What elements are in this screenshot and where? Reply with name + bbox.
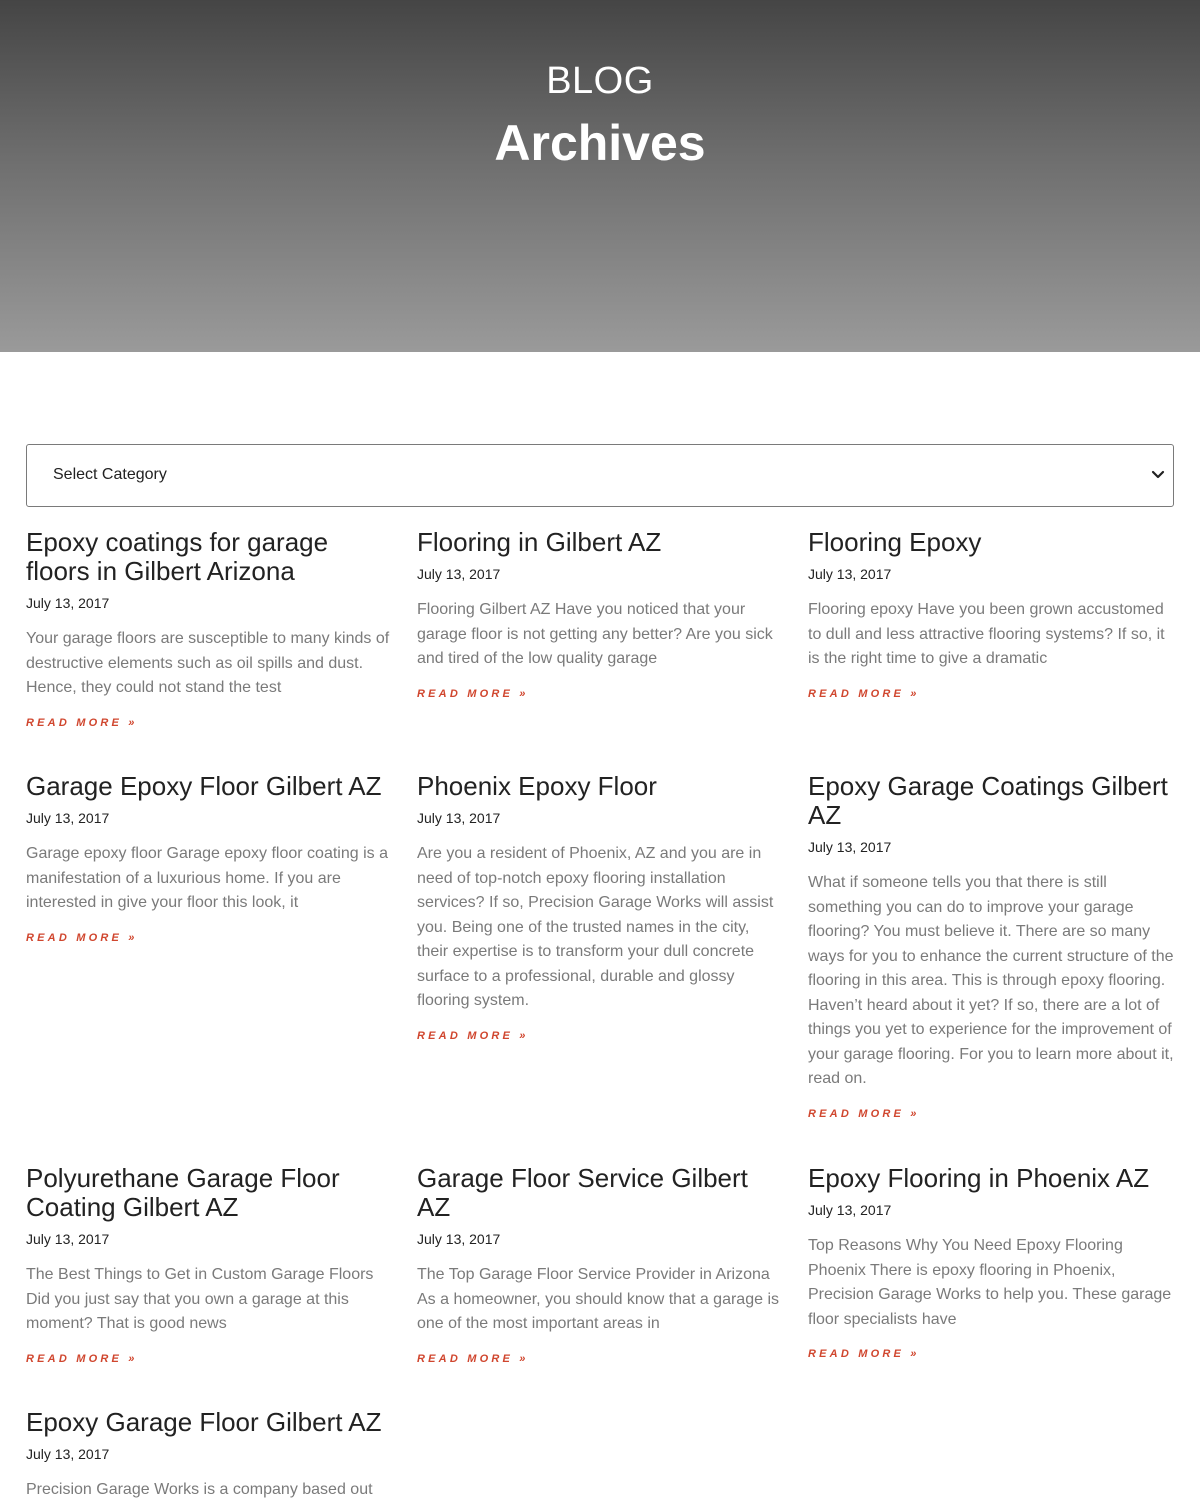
read-more-link[interactable]: READ MORE » xyxy=(808,1348,920,1360)
post-title[interactable]: Phoenix Epoxy Floor xyxy=(417,771,657,801)
post-date: July 13, 2017 xyxy=(808,839,892,855)
post-excerpt: Top Reasons Why You Need Epoxy Flooring Phoenix There is epoxy flooring in Phoenix, Precision Garage Works to help you. These garage floor specialists have xyxy=(808,1237,1172,1328)
read-more-link[interactable]: READ MORE » xyxy=(417,687,529,700)
hero-kicker: BLOG xyxy=(546,60,654,102)
post-excerpt: Precision Garage Works is a company based out xyxy=(26,1481,373,1498)
post-excerpt: What if someone tells you that there is still something you can do to improve your garage flooring? You must believe it. There are so many ways for you to enhance the current structure of the flooring in this area. This is through epoxy flooring. Haven’t heard about it yet? If so, there are a lot of things you yet to experience for the improvement of your garage flooring. For you to learn more about it, read on. xyxy=(808,874,1174,1087)
post-excerpt: Your garage floors are susceptible to many kinds of destructive elements such as oil spills and dust. Hence, they could not stand the test xyxy=(26,630,390,696)
category-select[interactable] xyxy=(26,444,1174,507)
page-title: Archives xyxy=(494,115,706,171)
read-more-link[interactable]: READ MORE » xyxy=(808,687,920,700)
post-date: July 13, 2017 xyxy=(417,810,501,826)
post-date: July 13, 2017 xyxy=(417,566,501,582)
post-card xyxy=(26,1408,392,1500)
post-date: July 13, 2017 xyxy=(808,566,892,582)
post-card xyxy=(417,1164,783,1367)
read-more-link[interactable]: READ MORE » xyxy=(417,1352,529,1365)
post-card xyxy=(26,528,392,731)
post-card xyxy=(808,772,1174,1122)
post-date: July 13, 2017 xyxy=(26,1231,110,1247)
read-more-link[interactable]: READ MORE » xyxy=(26,716,138,729)
post-title[interactable]: Flooring Epoxy xyxy=(808,527,982,557)
post-date: July 13, 2017 xyxy=(26,810,110,826)
post-excerpt: The Best Things to Get in Custom Garage Floors Did you just say that you own a garage at this moment? That is good news xyxy=(26,1266,374,1332)
read-more-link[interactable]: READ MORE » xyxy=(26,931,138,944)
post-date: July 13, 2017 xyxy=(417,1231,501,1247)
post-card xyxy=(26,772,392,946)
post-title[interactable]: Garage Floor Service Gilbert AZ xyxy=(417,1163,748,1222)
post-title[interactable]: Epoxy Flooring in Phoenix AZ xyxy=(808,1163,1150,1193)
post-title[interactable]: Epoxy Garage Coatings Gilbert AZ xyxy=(808,771,1168,830)
post-title[interactable]: Epoxy Garage Floor Gilbert AZ xyxy=(26,1407,382,1437)
post-date: July 13, 2017 xyxy=(26,1446,110,1462)
read-more-link[interactable]: READ MORE » xyxy=(26,1352,138,1365)
post-title[interactable]: Polyurethane Garage Floor Coating Gilbert AZ xyxy=(26,1163,340,1222)
post-excerpt: Flooring epoxy Have you been grown accustomed to dull and less attractive flooring systems? If so, it is the right time to give a dramatic xyxy=(808,601,1165,667)
post-card xyxy=(26,1164,392,1367)
post-title[interactable]: Epoxy coatings for garage floors in Gilbert Arizona xyxy=(26,527,329,586)
post-card xyxy=(417,772,783,1044)
page-hero xyxy=(0,0,1200,352)
post-card xyxy=(808,1164,1174,1362)
post-card xyxy=(417,528,783,702)
post-title[interactable]: Garage Epoxy Floor Gilbert AZ xyxy=(26,771,382,801)
post-excerpt: Are you a resident of Phoenix, AZ and you are in need of top-notch epoxy flooring installation services? If so, Precision Garage Works will assist you. Being one of the trusted names in the city, their expertise is to transform your dull concrete surface to a professional, durable and glossy flooring system. xyxy=(417,845,774,1009)
post-excerpt: Flooring Gilbert AZ Have you noticed that your garage floor is not getting any better? Are you sick and tired of the low quality garage xyxy=(417,601,773,667)
post-title[interactable]: Flooring in Gilbert AZ xyxy=(417,527,662,557)
post-date: July 13, 2017 xyxy=(808,1202,892,1218)
post-excerpt: The Top Garage Floor Service Provider in Arizona As a homeowner, you should know that a garage is one of the most important areas in xyxy=(417,1266,779,1332)
post-card xyxy=(808,528,1174,702)
category-select-value: Select Category xyxy=(53,466,167,483)
post-excerpt: Garage epoxy floor Garage epoxy floor coating is a manifestation of a luxurious home. If you are interested in give your floor this look, it xyxy=(26,845,388,911)
read-more-link[interactable]: READ MORE » xyxy=(417,1029,529,1042)
read-more-link[interactable]: READ MORE » xyxy=(808,1107,920,1120)
chevron-down-icon xyxy=(1151,465,1165,485)
post-date: July 13, 2017 xyxy=(26,595,110,611)
